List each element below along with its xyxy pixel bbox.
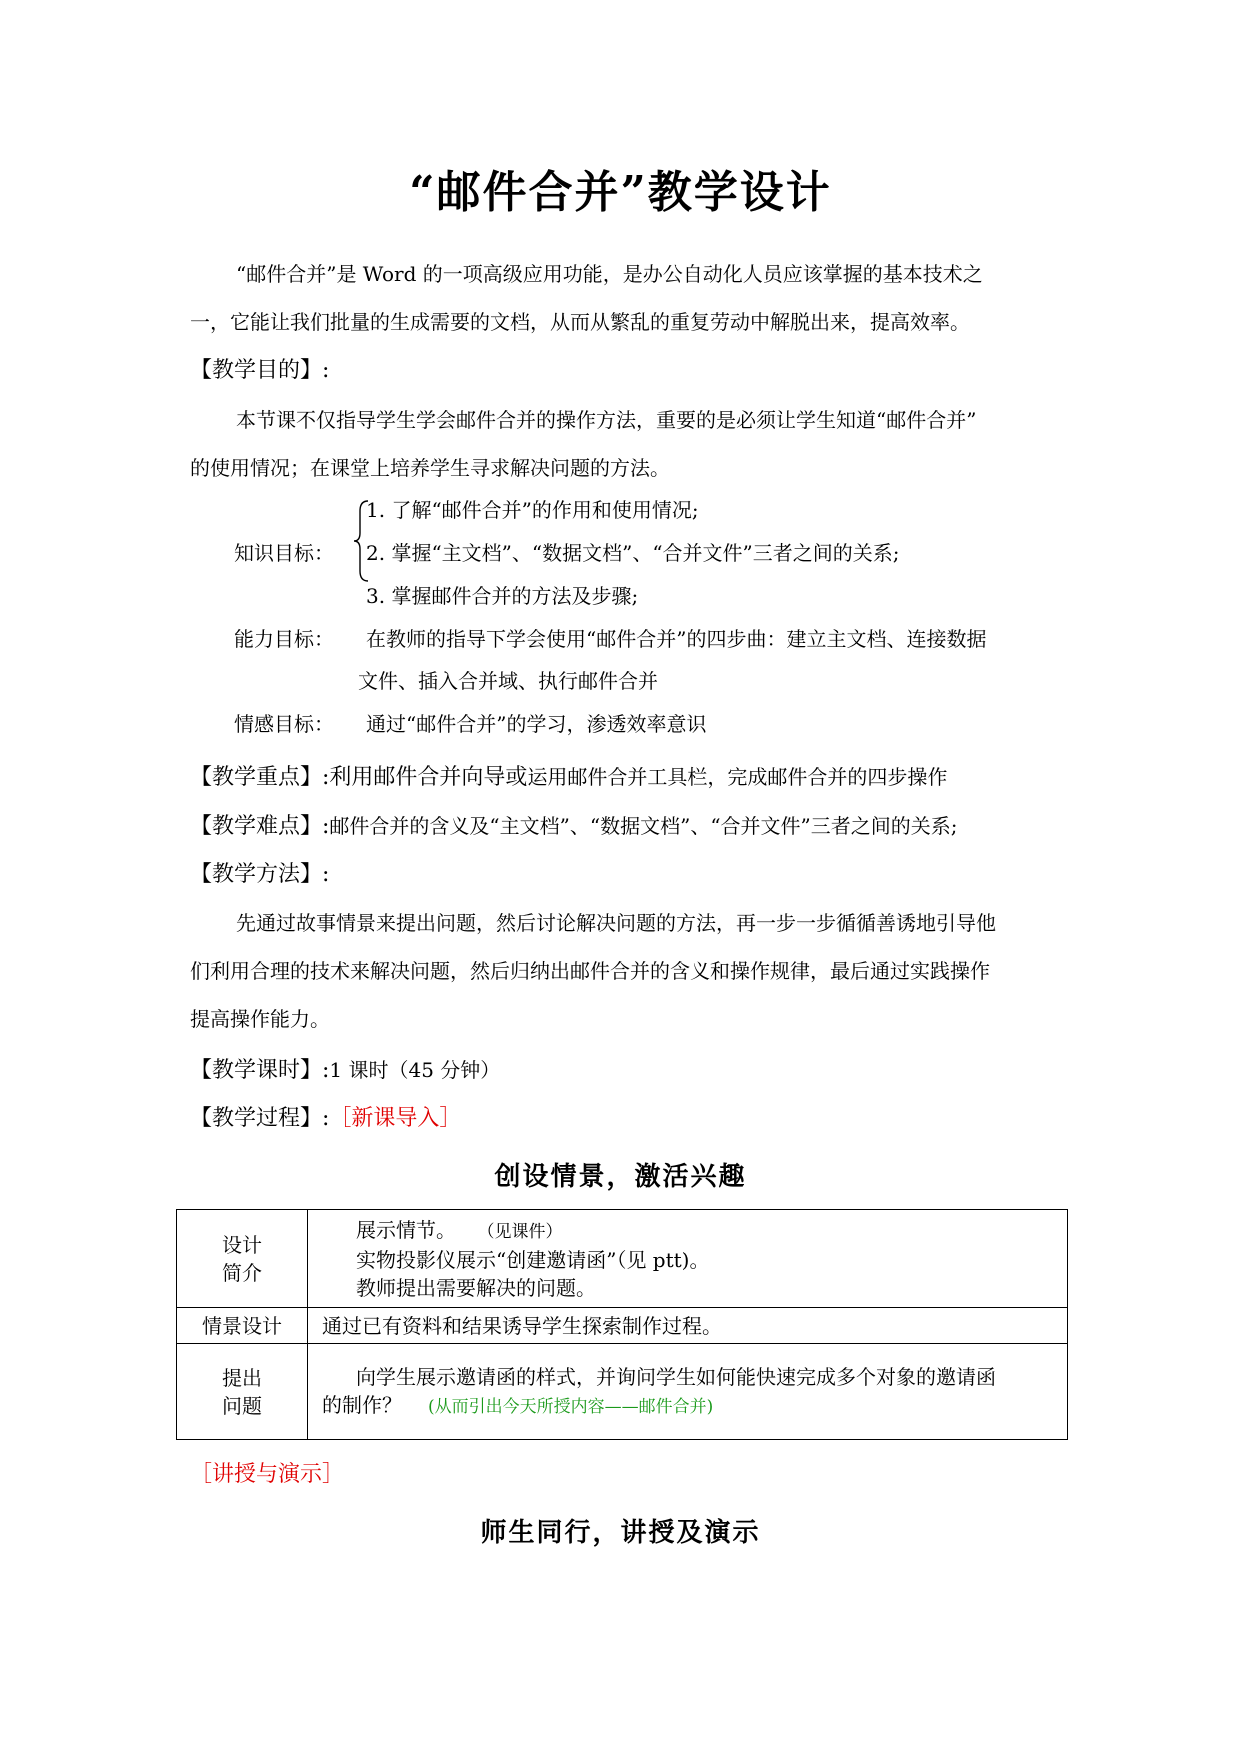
hours-heading: 【教学课时】: (190, 1058, 330, 1083)
table-label-line: 问题 (222, 1393, 262, 1418)
table-row-label: 情景设计 (177, 1308, 308, 1344)
section-title-lecture: 师生同行，讲授及演示 (480, 1518, 761, 1548)
difficulty-heading: 【教学难点】: (190, 814, 330, 839)
table-row-content (308, 1210, 1068, 1308)
knowledge-item: 3. 掌握邮件合并的方法及步骤; (366, 584, 639, 608)
knowledge-label: 知识目标： (234, 541, 334, 565)
method-line-3: 提高操作能力。 (190, 1007, 330, 1031)
table-content-text: 的制作？ (322, 1392, 402, 1417)
table-content-line (322, 1391, 1066, 1421)
section-tag-lecture: ［讲授与演示］ (190, 1462, 345, 1487)
knowledge-item: 2. 掌握“主文档”、“数据文档”、“合并文件”三者之间的关系; (366, 541, 900, 565)
ability-line-1: 在教师的指导下学会使用“邮件合并”的四步曲：建立主文档、连接数据 (366, 627, 987, 651)
purpose-line-2: 的使用情况；在课堂上培养学生寻求解决问题的方法。 (190, 456, 670, 480)
document-title: “邮件合并”教学设计 (409, 167, 832, 218)
ability-label: 能力目标： (234, 627, 334, 651)
table-content-line (322, 1216, 1066, 1246)
situation-table (176, 1209, 1068, 1440)
table-row-label (177, 1344, 308, 1440)
table-content-line: 向学生展示邀请函的样式，并询问学生如何能快速完成多个对象的邀请函 (356, 1364, 996, 1389)
table-label-line: 简介 (222, 1260, 262, 1285)
table-content-line: 教师提出需要解决的问题。 (356, 1275, 596, 1300)
key-point-row (190, 762, 947, 793)
table-row-content (308, 1344, 1068, 1440)
emotion-text: 通过“邮件合并”的学习，渗透效率意识 (366, 712, 707, 736)
intro-line-2: 一，它能让我们批量的生成需要的文档，从而从繁乱的重复劳动中解脱出来，提高效率。 (190, 310, 970, 334)
table-row-content: 通过已有资料和结果诱导学生探索制作过程。 (308, 1308, 1068, 1344)
process-row (190, 1104, 461, 1134)
purpose-line-1: 本节课不仅指导学生学会邮件合并的操作方法，重要的是必须让学生知道“邮件合并” (236, 408, 977, 432)
hours-row (190, 1055, 500, 1086)
process-heading: 【教学过程】: (190, 1106, 330, 1131)
key-point-heading: 【教学重点】: (190, 765, 330, 790)
method-line-1: 先通过故事情景来提出问题，然后讨论解决问题的方法，再一步一步循循善诱地引导他 (236, 911, 996, 935)
emotion-label: 情感目标： (234, 712, 334, 736)
table-content-note: (从而引出今天所授内容——邮件合并) (428, 1396, 714, 1417)
table-content-text: 展示情节。 (356, 1217, 456, 1242)
difficulty-text: 邮件合并的含义及“主文档”、“数据文档”、“合并文件”三者之间的关系; (329, 814, 958, 838)
table-label-line: 提出 (222, 1365, 262, 1390)
table-content-line: 实物投影仪展示“创建邀请函”（见 ptt)。 (356, 1247, 710, 1272)
process-tag: ［新课导入］ (329, 1106, 462, 1131)
key-point-text-a: 利用邮件合并向导或 (329, 765, 528, 790)
table-row (177, 1210, 1068, 1308)
purpose-heading: 【教学目的】: (190, 358, 330, 383)
table-row-label (177, 1210, 308, 1308)
hours-text: 1 课时（45 分钟） (329, 1058, 501, 1082)
ability-line-2: 文件、插入合并域、执行邮件合并 (358, 669, 658, 693)
table-content-note: （见课件） (486, 1221, 563, 1242)
table-row (177, 1308, 1068, 1344)
section-title-situation: 创设情景，激活兴趣 (494, 1162, 747, 1192)
knowledge-item: 1. 了解“邮件合并”的作用和使用情况; (366, 498, 699, 522)
key-point-text-b: 运用邮件合并工具栏，完成邮件合并的四步操作 (527, 765, 948, 789)
table-label-line: 设计 (222, 1232, 262, 1257)
table-row (177, 1344, 1068, 1440)
method-line-2: 们利用合理的技术来解决问题，然后归纳出邮件合并的含义和操作规律，最后通过实践操作 (190, 959, 990, 983)
intro-line-1: “邮件合并”是 Word 的一项高级应用功能，是办公自动化人员应该掌握的基本技术之 (236, 262, 983, 286)
method-heading: 【教学方法】: (190, 862, 330, 887)
difficulty-row (190, 811, 958, 842)
